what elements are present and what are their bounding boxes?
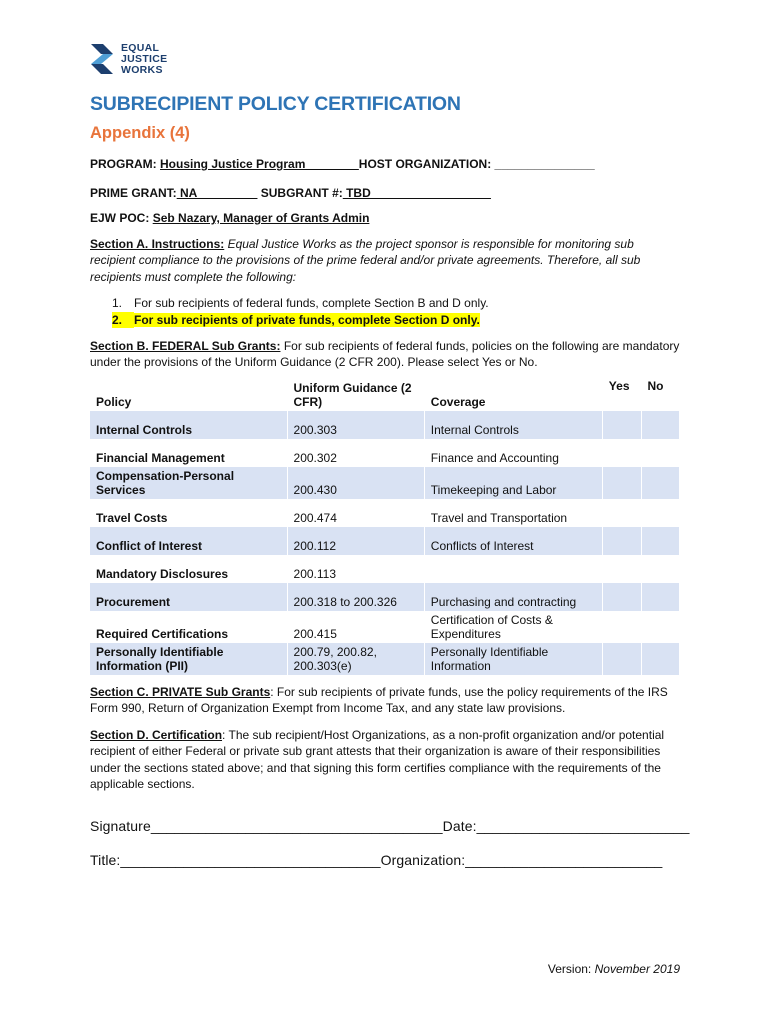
policy-table	[90, 377, 680, 675]
policy-cell: Compensation-Personal Services	[90, 467, 287, 499]
policy-cell: Required Certifications	[90, 611, 287, 643]
no-checkbox-cell[interactable]	[641, 611, 680, 643]
coverage-cell: Purchasing and contracting	[424, 583, 602, 611]
yes-checkbox-cell[interactable]	[602, 611, 641, 643]
no-checkbox-cell[interactable]	[641, 555, 680, 583]
yes-checkbox-cell[interactable]	[602, 583, 641, 611]
logo-mark-icon	[89, 42, 115, 76]
table-row	[90, 411, 680, 439]
list-item-text: For sub recipients of private funds, complete Section D only.	[134, 312, 480, 327]
prime-grant-value[interactable]: NA_________	[176, 186, 258, 200]
poc-label: EJW POC:	[90, 211, 150, 225]
guidance-cell: 200.474	[287, 499, 424, 527]
table-row	[90, 467, 680, 499]
equal-justice-works-logo	[89, 42, 167, 76]
table-row	[90, 555, 680, 583]
header-yes: Yes	[602, 377, 641, 411]
section-a-list	[112, 295, 489, 328]
table-row	[90, 499, 680, 527]
table-row	[90, 439, 680, 467]
logo-line-1: EQUAL	[121, 41, 160, 54]
header-coverage: Coverage	[424, 377, 602, 411]
guidance-cell: 200.415	[287, 611, 424, 643]
table-row	[90, 583, 680, 611]
version-label: Version:	[547, 962, 592, 976]
coverage-cell: Travel and Transportation	[424, 499, 602, 527]
grant-line	[90, 186, 491, 200]
yes-checkbox-cell[interactable]	[602, 527, 641, 555]
coverage-cell: Certification of Costs & Expenditures	[424, 611, 602, 643]
header-no: No	[641, 377, 680, 411]
section-d-body: : The sub recipient/Host Organizations, as a non-profit organization and/or potential recipient of either Federal or private sub grant attests that their organization is aware of their responsibilities under the sections stated above; and that signing this form certifies compliance with the requirements of the applicable sections.	[90, 728, 665, 791]
policy-cell: Mandatory Disclosures	[90, 555, 287, 583]
policy-cell: Travel Costs	[90, 499, 287, 527]
no-checkbox-cell[interactable]	[641, 643, 680, 675]
guidance-cell: 200.79, 200.82, 200.303(e)	[287, 643, 424, 675]
program-value[interactable]: Housing Justice Program________	[160, 157, 359, 171]
section-b-heading: Section B. FEDERAL Sub Grants:	[90, 339, 281, 353]
list-item-number: 1.	[112, 296, 123, 310]
document-title: SUBRECIPIENT POLICY CERTIFICATION	[90, 93, 461, 115]
coverage-cell: Finance and Accounting	[424, 439, 602, 467]
coverage-cell: Internal Controls	[424, 411, 602, 439]
table-header-row	[90, 377, 680, 411]
logo-line-2: JUSTICE	[121, 52, 168, 65]
section-c-heading: Section C. PRIVATE Sub Grants	[90, 685, 271, 699]
policy-cell: Conflict of Interest	[90, 527, 287, 555]
guidance-cell: 200.113	[287, 555, 424, 583]
no-checkbox-cell[interactable]	[641, 411, 680, 439]
table-row	[90, 611, 680, 643]
guidance-cell: 200.318 to 200.326	[287, 583, 424, 611]
version-value: November 2019	[594, 962, 680, 976]
signature-date-field[interactable]: Signature_____________________________________Date:___________________________	[90, 818, 690, 834]
section-c-body: : For sub recipients of private funds, use the policy requirements of the IRS Form 990, Return of Organization Exempt from Income Tax, and any state law provisions.	[90, 685, 668, 716]
subgrant-label: SUBGRANT #:	[260, 186, 343, 200]
section-d	[90, 727, 682, 792]
yes-checkbox-cell[interactable]	[602, 411, 641, 439]
section-b-body: For sub recipients of federal funds, policies on the following are mandatory under the provisions of the Uniform Guidance (2 CFR 200). Please select Yes or No.	[90, 339, 680, 370]
logo-wordmark	[121, 43, 167, 76]
no-checkbox-cell[interactable]	[641, 439, 680, 467]
guidance-cell: 200.430	[287, 467, 424, 499]
no-checkbox-cell[interactable]	[641, 499, 680, 527]
no-checkbox-cell[interactable]	[641, 467, 680, 499]
guidance-cell: 200.303	[287, 411, 424, 439]
table-row	[90, 643, 680, 675]
program-line	[90, 157, 595, 171]
list-item-highlighted	[112, 312, 489, 329]
coverage-cell: Conflicts of Interest	[424, 527, 602, 555]
prime-grant-label: PRIME GRANT:	[90, 186, 177, 200]
section-d-heading: Section D. Certification	[90, 728, 223, 742]
no-checkbox-cell[interactable]	[641, 527, 680, 555]
yes-checkbox-cell[interactable]	[602, 499, 641, 527]
table-row	[90, 527, 680, 555]
title-organization-field[interactable]: Title:_________________________________Organization:_________________________	[90, 852, 663, 868]
header-guidance: Uniform Guidance (2 CFR)	[287, 377, 424, 411]
policy-cell: Personally Identifiable Information (PII)	[90, 643, 287, 675]
yes-checkbox-cell[interactable]	[602, 467, 641, 499]
yes-checkbox-cell[interactable]	[602, 555, 641, 583]
list-item-number: 2.	[112, 312, 134, 329]
coverage-cell: Personally Identifiable Information	[424, 643, 602, 675]
no-checkbox-cell[interactable]	[641, 583, 680, 611]
subgrant-value[interactable]: TBD__________________	[342, 186, 491, 200]
host-organization-field[interactable]: HOST ORGANIZATION: _______________	[358, 157, 595, 171]
policy-cell: Financial Management	[90, 439, 287, 467]
section-a-heading: Section A. Instructions:	[90, 237, 225, 251]
section-b	[90, 338, 682, 371]
document-subtitle: Appendix (4)	[90, 124, 190, 142]
policy-cell: Procurement	[90, 583, 287, 611]
coverage-cell	[424, 555, 602, 583]
poc-value: Seb Nazary, Manager of Grants Admin	[152, 211, 370, 225]
list-item	[112, 295, 489, 312]
guidance-cell: 200.302	[287, 439, 424, 467]
yes-checkbox-cell[interactable]	[602, 439, 641, 467]
yes-checkbox-cell[interactable]	[602, 643, 641, 675]
list-item-text: For sub recipients of federal funds, complete Section B and D only.	[134, 296, 489, 310]
section-c	[90, 684, 682, 717]
header-policy: Policy	[90, 377, 287, 411]
program-label: PROGRAM:	[90, 157, 157, 171]
version-footer	[548, 962, 680, 976]
guidance-cell: 200.112	[287, 527, 424, 555]
policy-cell: Internal Controls	[90, 411, 287, 439]
policy-table-body	[90, 411, 680, 675]
coverage-cell: Timekeeping and Labor	[424, 467, 602, 499]
poc-line	[90, 211, 369, 225]
section-a-body: Equal Justice Works as the project sponsor is responsible for monitoring sub recipient compliance to the provisions of the prime federal and/or private agreements. Therefore, all sub recipients must complete the following:	[90, 237, 641, 284]
logo-line-3: WORKS	[121, 63, 163, 76]
section-a	[90, 236, 682, 285]
